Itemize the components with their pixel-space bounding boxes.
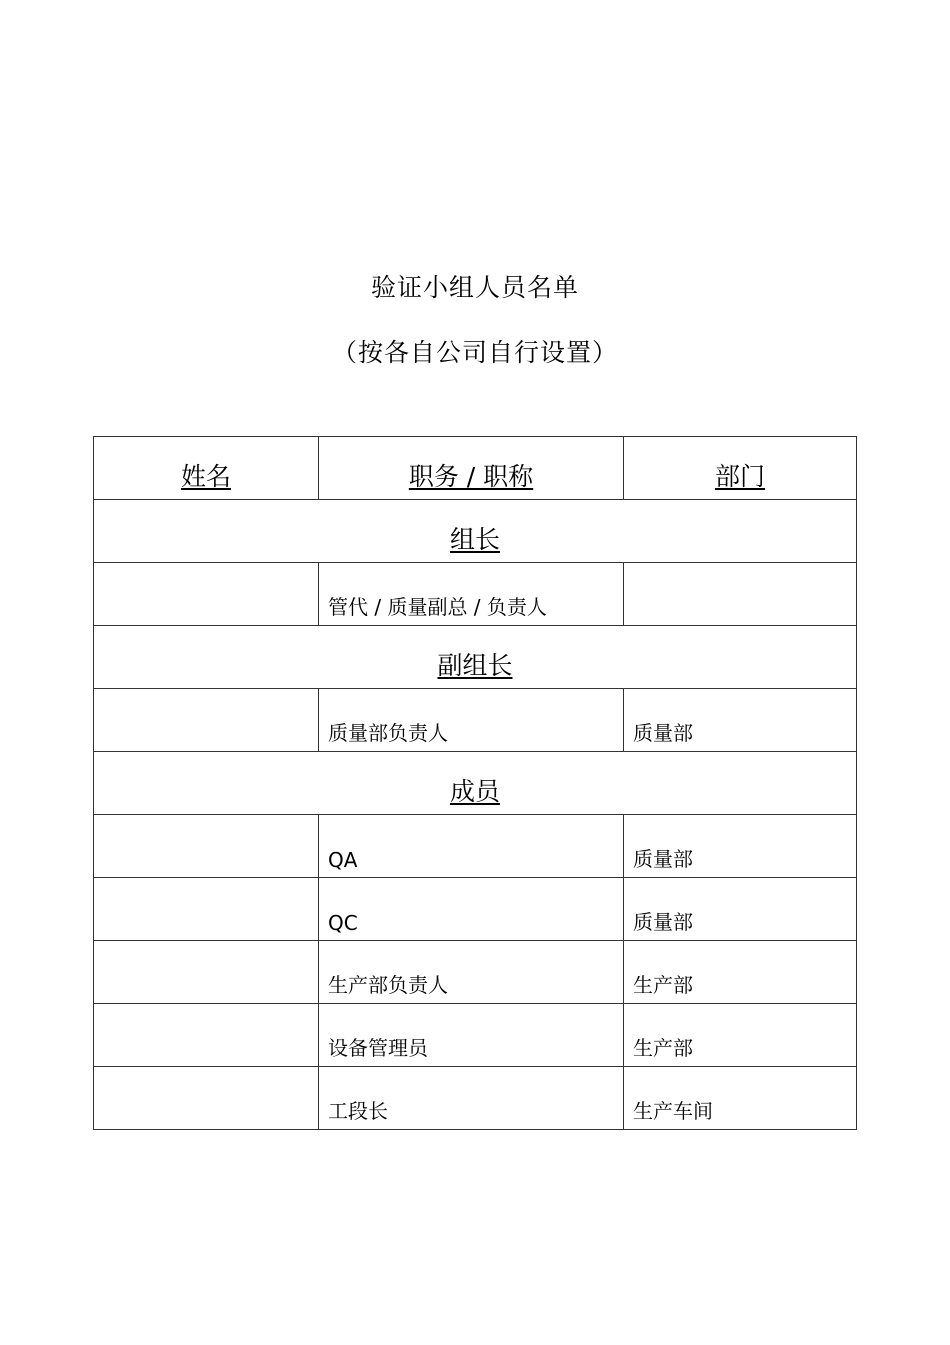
header-dept-label: 部门 [714, 462, 765, 491]
dept-value: 生产部 [633, 1036, 693, 1060]
dept-value: 生产车间 [633, 1099, 713, 1123]
role-cell [319, 815, 624, 878]
role-value: 生产部负责人 [328, 973, 448, 997]
dept-cell [624, 1067, 857, 1130]
dept-cell [624, 878, 857, 941]
document-title: 验证小组人员名单 [370, 273, 579, 302]
header-name [94, 437, 319, 500]
name-cell [94, 1004, 319, 1067]
section-members [94, 752, 857, 815]
section-row-leader [94, 500, 857, 563]
dept-cell [624, 815, 857, 878]
name-cell [94, 689, 319, 752]
dept-cell [624, 941, 857, 1004]
section-label: 副组长 [437, 651, 513, 680]
role-value: 管代 / 质量副总 / 负责人 [328, 595, 547, 619]
roster-table [93, 436, 857, 1130]
role-cell [319, 878, 624, 941]
name-cell [94, 1067, 319, 1130]
dept-value: 质量部 [633, 910, 693, 934]
table-row [94, 815, 857, 878]
header-role [319, 437, 624, 500]
name-cell [94, 563, 319, 626]
name-cell [94, 815, 319, 878]
header-name-label: 姓名 [180, 462, 231, 491]
role-value: QC [328, 911, 358, 935]
section-row-deputy [94, 626, 857, 689]
table-row [94, 1067, 857, 1130]
header-role-label: 职务 / 职称 [408, 462, 534, 491]
document-subtitle: （按各自公司自行设置） [331, 338, 618, 367]
name-cell [94, 878, 319, 941]
section-label: 组长 [449, 525, 500, 554]
role-cell [319, 1067, 624, 1130]
section-label: 成员 [449, 777, 500, 806]
dept-value: 质量部 [633, 721, 693, 745]
dept-value: 质量部 [633, 847, 693, 871]
table-row [94, 563, 857, 626]
table-row [94, 1004, 857, 1067]
role-cell [319, 689, 624, 752]
header-row [94, 437, 857, 500]
table-row [94, 878, 857, 941]
role-value: 质量部负责人 [328, 721, 448, 745]
dept-cell [624, 689, 857, 752]
table-row [94, 689, 857, 752]
table-row [94, 941, 857, 1004]
section-row-members [94, 752, 857, 815]
header-dept [624, 437, 857, 500]
role-cell [319, 563, 624, 626]
dept-cell [624, 1004, 857, 1067]
role-cell [319, 1004, 624, 1067]
role-value: 工段长 [328, 1099, 388, 1123]
dept-cell [624, 563, 857, 626]
role-cell [319, 941, 624, 1004]
dept-value: 生产部 [633, 973, 693, 997]
name-cell [94, 941, 319, 1004]
section-deputy [94, 626, 857, 689]
role-value: 设备管理员 [328, 1036, 428, 1060]
role-value: QA [328, 848, 358, 872]
section-leader [94, 500, 857, 563]
